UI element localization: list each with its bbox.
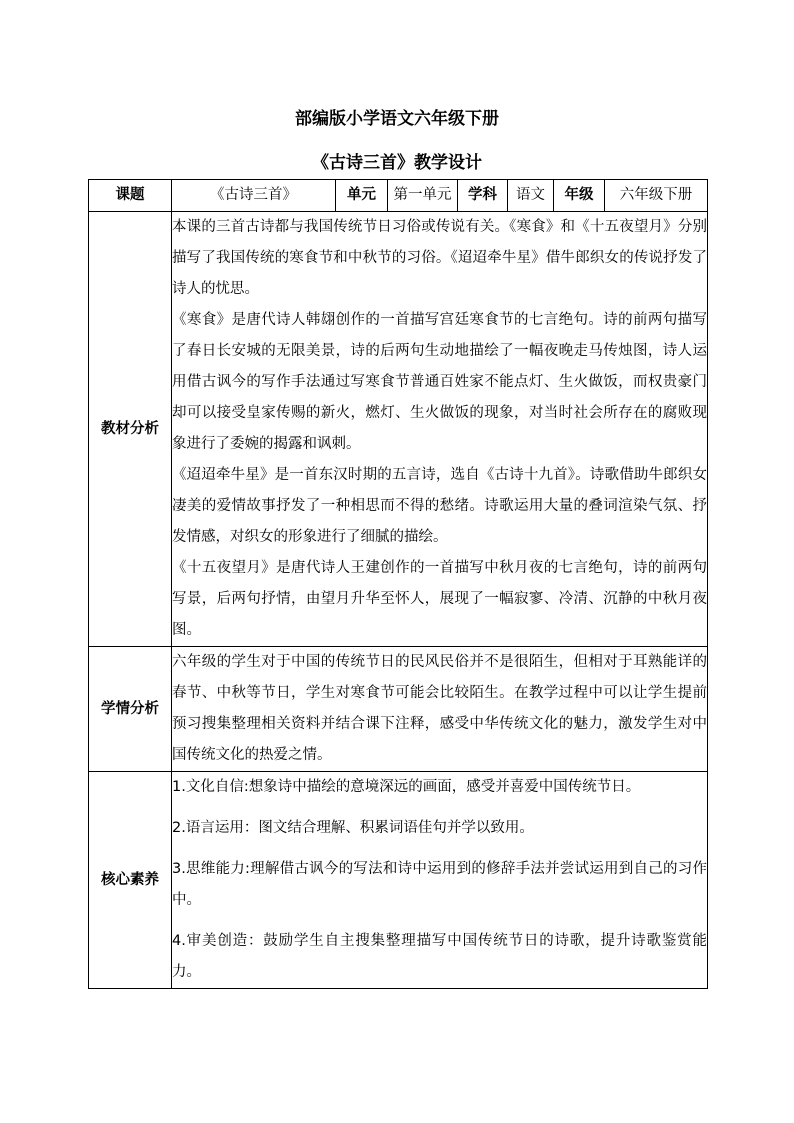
core-item: 1.文化自信:想象诗中描绘的意境深远的画面，感受并喜爱中国传统节日。: [172, 779, 641, 795]
subject-value: 语文: [508, 180, 554, 212]
grade-value: 六年级下册: [605, 180, 708, 212]
core-item: 3.思维能力:理解借古讽今的写法和诗中运用到的修辞手法并尝试运用到自己的习作中。: [172, 861, 707, 908]
subject-label: 学科: [458, 180, 508, 212]
core-item: 2.语言运用：图文结合理解、积累词语佳句并学以致用。: [172, 820, 534, 836]
core-literacy-label: 核心素养: [89, 772, 172, 989]
learner-analysis-label: 学情分析: [89, 647, 172, 772]
core-literacy-content: [172, 772, 708, 989]
document-title: 部编版小学语文六年级下册: [295, 109, 499, 129]
material-paragraph: 本课的三首古诗都与我国传统节日习俗或传说有关。《寒食》和《十五夜望月》分别描写了我国传统的寒食节和中秋节的习俗。《迢迢牵牛星》借牛郎织女的传说抒发了诗人的忧思。: [172, 219, 707, 297]
core-item: 4.审美创造：鼓励学生自主搜集整理描写中国传统节日的诗歌，提升诗歌鉴赏能力。: [172, 933, 707, 980]
grade-label: 年级: [554, 180, 605, 212]
header-row: [89, 180, 708, 212]
material-paragraph: 《迢迢牵牛星》是一首东汉时期的五言诗，选自《古诗十九首》。诗歌借助牛郎织女凄美的爱情故事抒发了一种相思而不得的愁绪。诗歌运用大量的叠词渲染气氛、抒发情感，对织女的形象进行了细腻的描绘。: [172, 467, 707, 545]
lesson-plan-table: [88, 179, 708, 989]
material-analysis-label: 教材分析: [89, 212, 172, 647]
core-literacy-row: [89, 772, 708, 989]
material-paragraph: 《十五夜望月》是唐代诗人王建创作的一首描写中秋月夜的七言绝句，诗的前两句写景，后两句抒情，由望月升华至怀人，展现了一幅寂寥、冷清、沉静的中秋月夜图。: [172, 560, 707, 638]
unit-value: 第一单元: [388, 180, 458, 212]
unit-label: 单元: [336, 180, 388, 212]
topic-label: 课题: [89, 180, 172, 212]
learner-paragraph: 六年级的学生对于中国的传统节日的民风民俗并不是很陌生，但相对于耳熟能详的春节、中秋等节日，学生对寒食节可能会比较陌生。在教学过程中可以让学生提前预习搜集整理相关资料并结合课下注释，感受中华传统文化的魅力，激发学生对中国传统文化的热爱之情。: [172, 654, 707, 763]
topic-value: 《古诗三首》: [172, 180, 336, 212]
learner-analysis-content: [172, 647, 708, 772]
material-analysis-row: [89, 212, 708, 647]
material-paragraph: 《寒食》是唐代诗人韩翃创作的一首描写宫廷寒食节的七言绝句。诗的前两句描写了春日长安城的无限美景，诗的后两句生动地描绘了一幅夜晚走马传烛图，诗人运用借古讽今的写作手法通过写寒食节普通百姓家不能点灯、生火做饭，而权贵豪门却可以接受皇家传赐的新火，燃灯、生火做饭的现象，对当时社会所存在的腐败现象进行了委婉的揭露和讽刺。: [172, 312, 707, 452]
learner-analysis-row: [89, 647, 708, 772]
document-subtitle: 《古诗三首》教学设计: [312, 153, 482, 173]
material-analysis-content: [172, 212, 708, 647]
